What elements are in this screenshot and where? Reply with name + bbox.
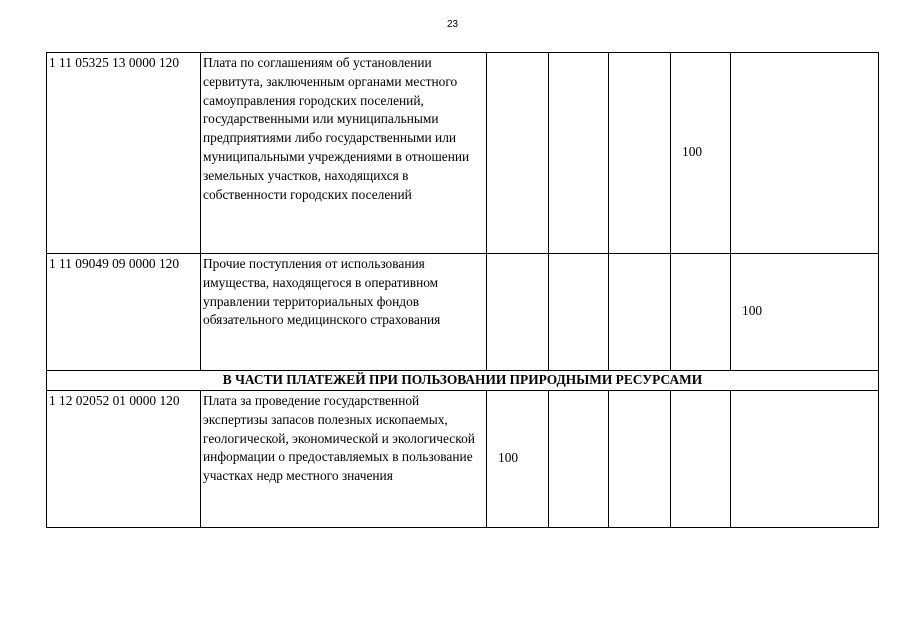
table-row <box>47 391 879 528</box>
value-cell <box>549 391 609 528</box>
value-cell <box>609 53 671 254</box>
value-cell <box>549 53 609 254</box>
value-cell <box>549 254 609 371</box>
value-cell: 100 <box>487 391 549 528</box>
budget-code-cell: 1 11 05325 13 0000 120 <box>47 53 201 254</box>
value-cell <box>731 53 879 254</box>
table-row <box>47 254 879 371</box>
value-cell <box>609 254 671 371</box>
value-cell <box>609 391 671 528</box>
budget-code-cell: 1 12 02052 01 0000 120 <box>47 391 201 528</box>
value-cell <box>487 53 549 254</box>
revenue-name-cell: Прочие поступления от использования имущества, находящегося в оперативном управлении территориальных фондов обязательного медицинского страхования <box>201 254 487 371</box>
value-cell <box>671 254 731 371</box>
budget-code-cell: 1 11 09049 09 0000 120 <box>47 254 201 371</box>
value-cell <box>731 391 879 528</box>
table-row <box>47 53 879 254</box>
revenue-name-cell: Плата по соглашениям об установлении сервитута, заключенным органами местного самоуправления городских поселений, государственными или муниципальными предприятиями либо государственными или муниципальными учреждениями в отношении земельных участков, находящихся в собственности городских поселений <box>201 53 487 254</box>
value-cell: 100 <box>671 53 731 254</box>
page-number: 23 <box>446 19 459 30</box>
revenue-distribution-table <box>46 52 879 528</box>
section-title: В ЧАСТИ ПЛАТЕЖЕЙ ПРИ ПОЛЬЗОВАНИИ ПРИРОДНЫМИ РЕСУРСАМИ <box>47 371 879 391</box>
section-header-row <box>47 371 879 391</box>
revenue-name-cell: Плата за проведение государственной экспертизы запасов полезных ископаемых, геологической, экономической и экологической информации о предоставляемых в пользование участках недр местного значения <box>201 391 487 528</box>
value-cell: 100 <box>731 254 879 371</box>
value-cell <box>671 391 731 528</box>
value-cell <box>487 254 549 371</box>
